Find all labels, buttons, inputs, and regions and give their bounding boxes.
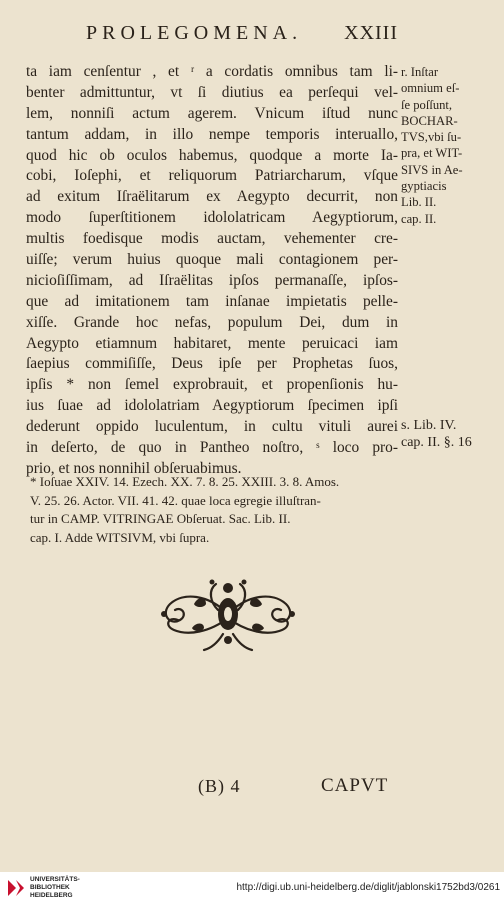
margin-note-line: SIVS in Ae- [401,162,463,177]
signature-mark: (B) 4 [198,776,241,796]
footnote-line: cap. I. Adde WITSIVM, vbi ſupra. [30,529,210,545]
footnote-line: * Ioſuae XXIV. 14. Ezech. XX. 7. 8. 25. XXIII. 3. 8. Amos. [30,474,340,489]
text-line: ad exitum Iſraëlitarum ex Aegypto decurrit, non [26,188,398,206]
catchword: CAPVT [321,775,389,796]
text-line: uiſſe; verum huius quoque mali contagionem per- [26,251,398,269]
text-line: benter admittuntur, vt ſi diutius ea perſequi vel- [26,83,398,101]
margin-note-s [401,417,501,451]
text-line: multis foedisque modis auctam, vehementer cre- [26,230,398,248]
page-number: XXIII [344,22,398,44]
margin-note-line: TVS,vbi ſu- [401,130,462,145]
text-line: quod hic ob oculos habemus, quodque a morte Ia- [26,146,398,164]
margin-note-line: gyptiacis [401,179,447,194]
margin-note-line: ſe poſſunt, [401,97,453,112]
text-line: tantum addam, in illo nempe temporis interuallo, [26,125,398,143]
text-line: cobi, Ioſephi, et reliquorum Patriarcharum, vſque [26,167,398,185]
text-line: ta iam cenſentur , et ʳ a cordatis omnibus tam li- [26,63,398,80]
text-line: ſaepius commiſiſſe, Deus ipſe per Prophetas ſuos, [26,355,398,373]
margin-note-line: r. Inſtar [401,65,439,79]
footnote-line: tur in CAMP. VITRINGAE Obſeruat. Sac. Lib. II. [30,511,291,526]
text-line: nicioſiſſimam, ad Iſraëlitas ipſos permanaſſe, ipſos- [26,271,398,289]
library-logo-icon [6,878,26,898]
text-line: modo ſuperſtitionem idololatricam Aegyptiorum, [26,209,398,227]
source-link[interactable]: http://digi.ub.uni-heidelberg.de/diglit/jablonski1752bd3/0261 [236,882,500,893]
text-line: que ad imitationem tam inſanae impietatis pelle- [26,292,398,310]
floral-ornament-icon [148,574,308,656]
library-footer [0,872,504,904]
text-line: ius ſuae ad idololatriam Aegyptiorum ſpecimen ipſi [26,397,398,415]
page-header [86,22,398,50]
text-line: in deſerto, de quo in Pantheo noſtro, ˢ loco pro- [26,439,398,457]
text-line: dederunt oppido luculentum, in cultu vituli aurei [26,418,398,436]
main-text [26,62,398,480]
margin-note-line: pra, et WIT- [401,146,463,161]
margin-note-line: Lib. II. [401,195,437,210]
margin-note-line: s. Lib. IV. [401,418,457,433]
margin-note-line: BOCHAR- [401,113,458,128]
text-line: xiſſe. Grande hoc nefas, populum Dei, dum in [26,313,398,331]
margin-note-line: cap. II. [401,211,437,226]
text-line: Aegypto etiamnum habitaret, mente peruicaci iam [26,334,398,352]
library-name: UNIVERSITÄTS- BIBLIOTHEK HEIDELBERG [30,876,80,899]
library-url[interactable] [236,882,500,893]
margin-note-line: omnium eſ- [401,81,460,96]
text-line: prio, et nos nonnihil obſeruabimus. [26,459,242,477]
running-title: PROLEGOMENA. [86,22,303,44]
text-line: ipſis * non ſemel exprobrauit, et propenſionis hu- [26,376,398,394]
footnote [30,473,398,547]
margin-note-line: cap. II. §. 16 [401,435,472,450]
margin-note-r [401,64,501,227]
text-line: lem, nonniſi actum agerem. Vnicum iſtud nunc [26,104,398,122]
footnote-line: V. 25. 26. Actor. VII. 41. 42. quae loca egregie illuſtran- [30,492,321,508]
